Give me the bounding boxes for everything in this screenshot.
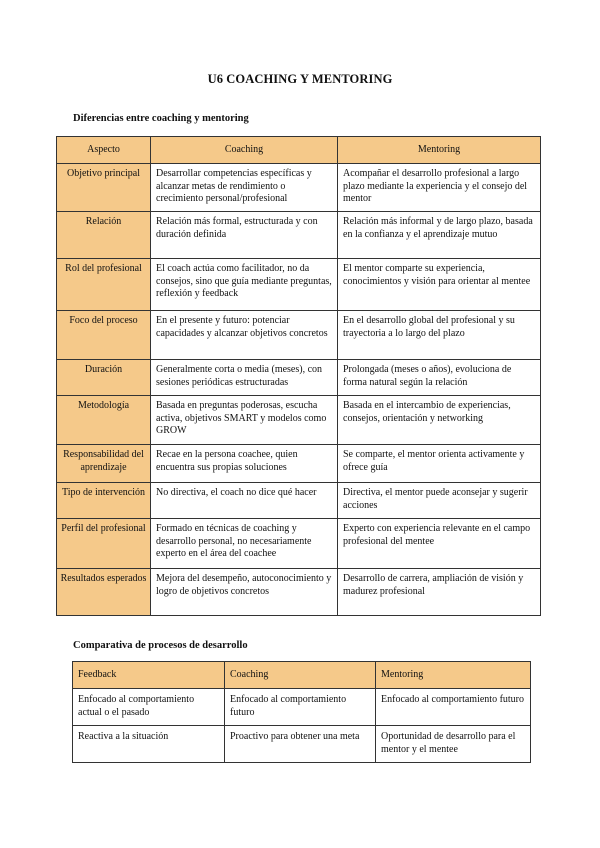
feedback-cell: Reactiva a la situación (73, 726, 225, 763)
mentoring-cell: El mentor comparte su experiencia, conocimientos y visión para orientar al mentee (338, 259, 541, 311)
table-row (57, 445, 541, 483)
table-row (57, 569, 541, 616)
table-row (73, 689, 531, 726)
row-aspect: Foco del proceso (57, 311, 151, 360)
table-row (57, 164, 541, 212)
table-row (57, 360, 541, 396)
table-header-row (73, 662, 531, 689)
table-header-row (57, 137, 541, 164)
comparison-table (72, 661, 531, 763)
coaching-cell: Desarrollar competencias específicas y alcanzar metas de rendimiento o crecimiento personal/profesional (151, 164, 338, 212)
mentoring-cell: Oportunidad de desarrollo para el mentor y el mentee (376, 726, 531, 763)
coaching-cell: Basada en preguntas poderosas, escucha activa, objetivos SMART y modelos como GROW (151, 396, 338, 445)
coaching-cell: Relación más formal, estructurada y con duración definida (151, 212, 338, 259)
header-feedback: Feedback (73, 662, 225, 689)
mentoring-cell: Se comparte, el mentor orienta activamente y ofrece guía (338, 445, 541, 483)
mentoring-cell: Enfocado al comportamiento futuro (376, 689, 531, 726)
mentoring-cell: Basada en el intercambio de experiencias, consejos, orientación y networking (338, 396, 541, 445)
header-coaching: Coaching (151, 137, 338, 164)
feedback-cell: Enfocado al comportamiento actual o el pasado (73, 689, 225, 726)
row-aspect: Objetivo principal (57, 164, 151, 212)
table-row (57, 519, 541, 569)
mentoring-cell: Acompañar el desarrollo profesional a largo plazo mediante la experiencia y el consejo del mentor (338, 164, 541, 212)
table-row (73, 726, 531, 763)
table-row (57, 396, 541, 445)
coaching-cell: Enfocado al comportamiento futuro (225, 689, 376, 726)
row-aspect: Relación (57, 212, 151, 259)
coaching-cell: No directiva, el coach no dice qué hacer (151, 483, 338, 519)
row-aspect: Resultados esperados (57, 569, 151, 616)
row-aspect: Perfil del profesional (57, 519, 151, 569)
header-mentoring: Mentoring (376, 662, 531, 689)
section-title-differences: Diferencias entre coaching y mentoring (73, 113, 249, 124)
mentoring-cell: Directiva, el mentor puede aconsejar y sugerir acciones (338, 483, 541, 519)
row-aspect: Rol del profesional (57, 259, 151, 311)
mentoring-cell: Prolongada (meses o años), evoluciona de forma natural según la relación (338, 360, 541, 396)
table-row (57, 259, 541, 311)
header-aspecto: Aspecto (57, 137, 151, 164)
mentoring-cell: En el desarrollo global del profesional y su trayectoria a lo largo del plazo (338, 311, 541, 360)
row-aspect: Duración (57, 360, 151, 396)
page-title: U6 COACHING Y MENTORING (207, 72, 393, 86)
header-coaching: Coaching (225, 662, 376, 689)
differences-table (56, 136, 541, 616)
coaching-cell: Mejora del desempeño, autoconocimiento y logro de objetivos concretos (151, 569, 338, 616)
header-mentoring: Mentoring (338, 137, 541, 164)
table-row (57, 483, 541, 519)
coaching-cell: Recae en la persona coachee, quien encuentra sus propias soluciones (151, 445, 338, 483)
coaching-cell: El coach actúa como facilitador, no da consejos, sino que guía mediante preguntas, reflexión y feedback (151, 259, 338, 311)
mentoring-cell: Experto con experiencia relevante en el campo profesional del mentee (338, 519, 541, 569)
table-row (57, 212, 541, 259)
row-aspect: Responsabilidad del aprendizaje (57, 445, 151, 483)
row-aspect: Tipo de intervención (57, 483, 151, 519)
mentoring-cell: Desarrollo de carrera, ampliación de visión y madurez profesional (338, 569, 541, 616)
coaching-cell: Generalmente corta o media (meses), con sesiones periódicas estructuradas (151, 360, 338, 396)
row-aspect: Metodología (57, 396, 151, 445)
coaching-cell: En el presente y futuro: potenciar capacidades y alcanzar objetivos concretos (151, 311, 338, 360)
section-title-comparison: Comparativa de procesos de desarrollo (73, 640, 248, 651)
mentoring-cell: Relación más informal y de largo plazo, basada en la confianza y el aprendizaje mutuo (338, 212, 541, 259)
table-row (57, 311, 541, 360)
coaching-cell: Formado en técnicas de coaching y desarrollo personal, no necesariamente experto en el área del coachee (151, 519, 338, 569)
coaching-cell: Proactivo para obtener una meta (225, 726, 376, 763)
